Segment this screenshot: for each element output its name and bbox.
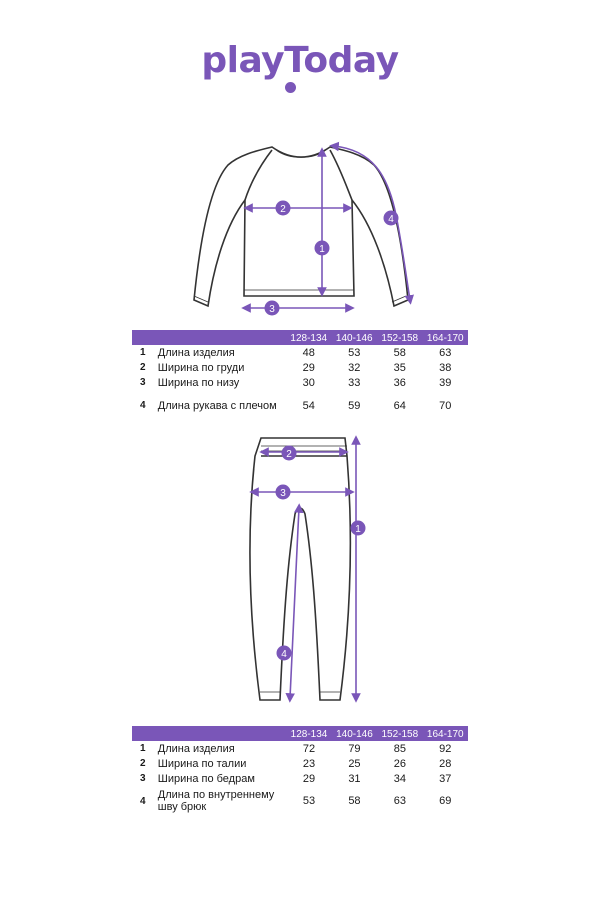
row-value: 25 (348, 757, 361, 770)
top-size-col: 164-170 (422, 330, 468, 345)
pants-marker-4 (277, 646, 292, 661)
row-value: 28 (439, 757, 452, 770)
row-number: 4 (140, 795, 146, 807)
bottom-header-blank (132, 726, 286, 741)
row-value: 69 (439, 795, 452, 807)
row-label: Ширина по груди (157, 361, 245, 374)
row-value: 64 (393, 399, 406, 412)
row-value: 85 (393, 742, 406, 755)
svg-text:4: 4 (281, 649, 287, 660)
pants-marker-1 (351, 521, 366, 536)
pants-marker-2 (282, 446, 297, 461)
row-value: 63 (393, 795, 406, 807)
svg-text:3: 3 (269, 304, 275, 315)
shirt-diagram (0, 130, 600, 320)
row-value: 26 (393, 757, 406, 770)
row-label: Длина изделия (157, 742, 235, 755)
svg-text:1: 1 (319, 244, 325, 255)
row-value: 33 (348, 376, 361, 389)
row-label: Ширина по бедрам (157, 772, 255, 785)
row-value: 30 (302, 376, 315, 389)
row-value: 34 (393, 772, 406, 785)
row-value: 37 (439, 772, 452, 785)
row-number: 2 (140, 362, 146, 373)
row-number: 3 (140, 773, 146, 784)
table-row (132, 345, 468, 360)
table-row (132, 786, 468, 816)
bottom-size-col: 140-146 (332, 726, 377, 741)
shirt-marker-4 (384, 211, 399, 226)
svg-text:2: 2 (280, 204, 286, 215)
table-row (132, 771, 468, 786)
shirt-marker-2 (276, 201, 291, 216)
row-value: 29 (302, 361, 315, 374)
shirt-outline (194, 147, 408, 306)
row-label: Ширина по низу (157, 376, 240, 389)
row-value: 31 (348, 772, 361, 785)
row-number: 4 (140, 400, 146, 411)
shirt-measure-lines (246, 146, 410, 308)
bottom-size-col: 152-158 (377, 726, 422, 741)
table-row (132, 741, 468, 756)
top-size-col: 152-158 (377, 330, 422, 345)
row-value: 53 (302, 795, 316, 807)
row-value: 70 (439, 399, 452, 412)
top-size-col: 128-134 (286, 330, 331, 345)
bottom-size-col: 164-170 (423, 726, 468, 741)
row-number: 2 (140, 758, 146, 769)
row-value: 59 (348, 399, 361, 412)
row-value: 36 (393, 376, 406, 389)
row-value: 48 (302, 346, 315, 359)
row-value: 54 (302, 399, 315, 412)
row-spacer (132, 390, 468, 398)
top-size-table (132, 330, 468, 413)
shirt-ribbing (194, 150, 406, 302)
row-value: 23 (302, 757, 316, 770)
brand-logo: playToday (201, 40, 399, 81)
row-value: 58 (348, 795, 361, 807)
svg-text:2: 2 (286, 449, 292, 460)
row-value: 79 (348, 742, 361, 755)
bottom-size-table (132, 726, 468, 816)
row-label: Длина рукава с плечом (157, 399, 277, 412)
row-number: 1 (140, 743, 146, 754)
top-table-header (132, 330, 468, 345)
row-value: 38 (439, 361, 452, 374)
table-row (132, 398, 468, 413)
row-number: 3 (140, 377, 146, 388)
svg-text:4: 4 (388, 214, 394, 225)
row-value: 58 (393, 346, 406, 359)
logo-dot-icon (285, 82, 296, 93)
row-label: Длина по внутреннему шву брюк (157, 789, 275, 813)
bottom-size-col: 128-134 (286, 726, 331, 741)
row-value: 39 (439, 376, 452, 389)
pants-ribbing (260, 446, 347, 692)
pants-measure-lines (254, 440, 356, 698)
row-number: 1 (140, 347, 146, 358)
top-size-col: 140-146 (332, 330, 377, 345)
svg-text:3: 3 (280, 488, 286, 499)
top-header-blank (132, 330, 286, 345)
row-value: 72 (302, 742, 316, 755)
svg-text:1: 1 (355, 524, 361, 535)
row-label: Ширина по талии (157, 757, 247, 770)
row-value: 32 (348, 361, 361, 374)
bottom-table-header (132, 726, 468, 741)
row-value: 63 (439, 346, 452, 359)
row-value: 35 (393, 361, 406, 374)
table-row (132, 756, 468, 771)
shirt-marker-1 (315, 241, 330, 256)
row-value: 53 (348, 346, 361, 359)
pants-marker-3 (276, 485, 291, 500)
row-value: 92 (439, 742, 452, 755)
row-value: 29 (302, 772, 316, 785)
pants-diagram (0, 428, 600, 708)
table-row (132, 360, 468, 375)
shirt-marker-3 (265, 301, 280, 316)
row-label: Длина изделия (157, 346, 235, 359)
pants-outline (250, 438, 351, 700)
table-row (132, 375, 468, 390)
